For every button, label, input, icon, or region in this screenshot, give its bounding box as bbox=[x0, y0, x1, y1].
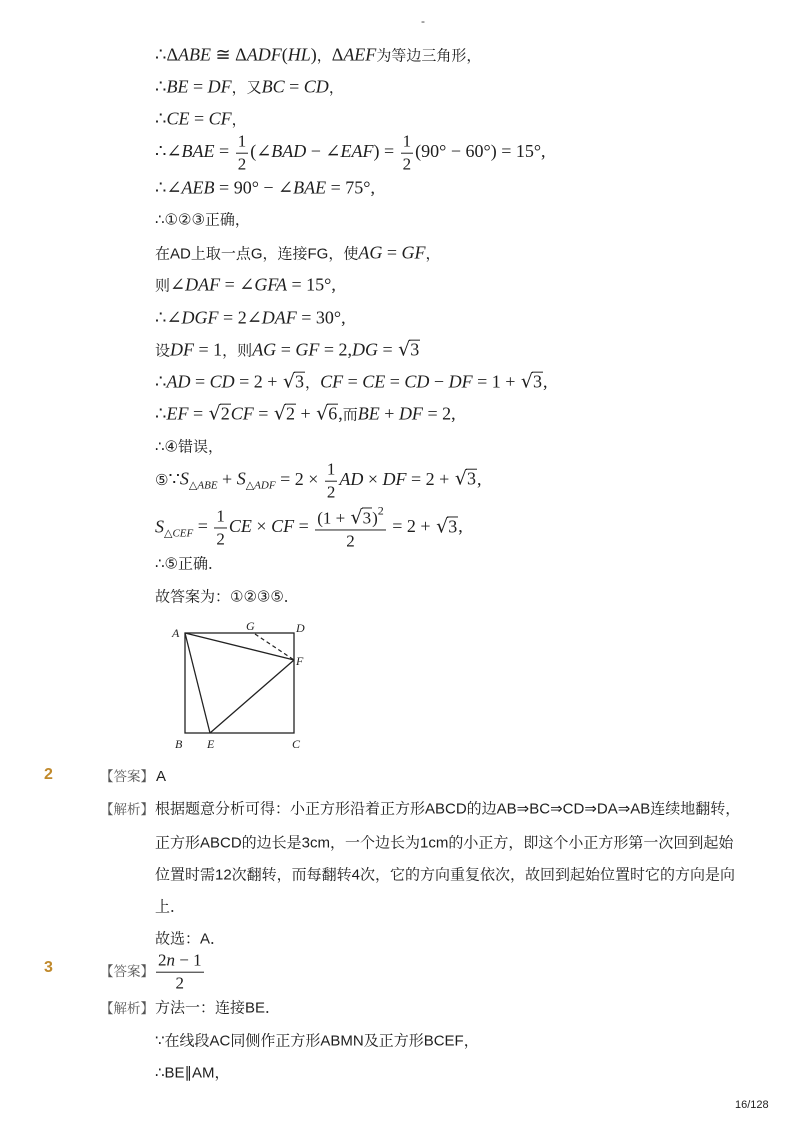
analysis-line: 正方形ABCD的边长是3cm，一个边长为1cm的小正方，即这个小正方形第一次回到起始 bbox=[155, 834, 734, 852]
math-text: ∴∠DGF = 2∠DAF = 30°, bbox=[155, 307, 346, 328]
radicand bbox=[362, 507, 373, 526]
square-root bbox=[521, 370, 543, 395]
text-run: ∴①②③正确， bbox=[155, 211, 250, 229]
analysis-line: 位置时需12次翻转，而每翻转4次，它的方向重复依次，故回到起始位置时它的方向是向 bbox=[155, 866, 736, 884]
math-text: 2 bbox=[346, 531, 355, 551]
solution-line bbox=[155, 43, 481, 66]
solution-line bbox=[155, 338, 420, 363]
text-run: ∴⑤正确． bbox=[155, 555, 223, 573]
square-root bbox=[436, 514, 458, 539]
text-run: ， bbox=[425, 245, 441, 263]
math-text: 2 bbox=[216, 529, 225, 549]
analysis-line: ∴BE∥AM， bbox=[155, 1064, 230, 1082]
math-text: DF = 1 bbox=[170, 339, 223, 360]
fraction-numerator bbox=[325, 460, 338, 482]
fraction-numerator bbox=[401, 132, 414, 154]
label-e: E bbox=[207, 737, 215, 751]
math-text: ) bbox=[372, 508, 378, 528]
square-root bbox=[455, 467, 477, 492]
text-run: ， bbox=[305, 374, 321, 392]
label-f: F bbox=[296, 654, 304, 668]
math-text: ∴EF = bbox=[155, 403, 208, 424]
q2-answer-value: A bbox=[156, 768, 167, 785]
label-b: B bbox=[175, 737, 183, 751]
label-a: A bbox=[172, 626, 180, 640]
subscripted-symbol bbox=[155, 515, 194, 539]
text-run: ， bbox=[231, 111, 247, 129]
square-root bbox=[274, 402, 296, 427]
math-text: 3 bbox=[295, 371, 305, 392]
subscript bbox=[246, 480, 276, 492]
math-text: , bbox=[476, 468, 482, 489]
math-text: 2 bbox=[326, 482, 336, 502]
subscripted-symbol bbox=[236, 468, 276, 492]
math-text: BC = CD bbox=[261, 76, 329, 97]
square-root bbox=[351, 507, 373, 528]
solution-line bbox=[155, 132, 546, 175]
radicand bbox=[220, 404, 231, 423]
square-abcd bbox=[185, 633, 294, 733]
solution-line bbox=[155, 273, 336, 296]
math-text: 2 bbox=[220, 403, 230, 424]
text-run: ⑤ bbox=[155, 471, 169, 489]
radicand bbox=[409, 340, 420, 359]
subscript bbox=[164, 527, 193, 539]
fraction bbox=[214, 507, 227, 550]
text-run: 为等边三角形， bbox=[376, 47, 482, 65]
question-number: 2 bbox=[44, 766, 53, 783]
math-text: AG = GF bbox=[358, 242, 426, 263]
segment-gf-dashed bbox=[255, 634, 294, 660]
top-mark: - bbox=[421, 14, 425, 28]
math-text: AD × DF = 2 + bbox=[339, 468, 454, 489]
square-root bbox=[283, 370, 305, 395]
math-text: + bbox=[296, 403, 316, 424]
math-text: 3 bbox=[466, 468, 476, 489]
fraction-numerator bbox=[236, 132, 249, 154]
math-text: 1 bbox=[326, 459, 336, 479]
math-text: ΔAEF bbox=[331, 44, 377, 65]
math-text: , bbox=[338, 403, 343, 424]
math-text: 2 bbox=[175, 973, 185, 993]
math-text: 2 bbox=[402, 154, 412, 174]
text-run: 而 bbox=[342, 406, 358, 424]
solution-line bbox=[155, 587, 299, 607]
q2-answer-row bbox=[100, 765, 166, 785]
radicand bbox=[285, 404, 296, 423]
fraction bbox=[156, 951, 204, 994]
text-run: 设 bbox=[155, 342, 171, 360]
fraction-denominator bbox=[401, 154, 414, 175]
math-text: = 2 × bbox=[275, 468, 323, 489]
math-text: 3 bbox=[533, 371, 542, 392]
answer-label: 【答案】 bbox=[100, 769, 154, 784]
radicand bbox=[294, 372, 305, 391]
solution-line bbox=[155, 306, 346, 329]
segment-ef bbox=[210, 660, 294, 733]
math-text: ∴BE = DF bbox=[155, 76, 232, 97]
math-text: 3 bbox=[362, 508, 372, 528]
solution-line bbox=[155, 554, 223, 574]
fraction-denominator bbox=[325, 482, 338, 503]
solution-line bbox=[155, 241, 441, 264]
text-run: 则 bbox=[155, 277, 171, 295]
math-text: CF = bbox=[230, 403, 273, 424]
radicand bbox=[327, 404, 338, 423]
radicand bbox=[447, 516, 458, 535]
math-text: (∠BAD − ∠EAF) = bbox=[250, 140, 399, 161]
q3-answer-row bbox=[100, 951, 206, 994]
solution-line bbox=[155, 370, 548, 395]
math-text: = bbox=[193, 515, 213, 536]
solution-line bbox=[155, 437, 223, 457]
text-run: ， bbox=[328, 79, 344, 97]
solution-line bbox=[155, 75, 344, 98]
math-text: △CEF bbox=[164, 526, 194, 539]
page-number: 16/128 bbox=[735, 1099, 769, 1111]
math-text: ∴∠AEB = 90° − ∠BAE = 75°, bbox=[155, 177, 375, 198]
math-text: , bbox=[458, 515, 463, 536]
label-c: C bbox=[292, 737, 301, 751]
answer-label: 【答案】 bbox=[100, 963, 154, 979]
math-text: ∴CE = CF bbox=[155, 108, 232, 129]
math-text: CF = CE = CD − DF = 1 + bbox=[320, 371, 520, 392]
text-run: ，又 bbox=[231, 79, 262, 97]
radicand bbox=[466, 469, 477, 488]
fraction bbox=[236, 132, 249, 175]
math-text: 3 bbox=[410, 339, 420, 360]
solution-line bbox=[155, 504, 463, 551]
label-d: D bbox=[296, 621, 305, 635]
subscript bbox=[189, 480, 218, 492]
square-root bbox=[398, 338, 420, 363]
fraction bbox=[401, 132, 414, 175]
math-text: 1 bbox=[216, 506, 225, 526]
fraction-numerator bbox=[156, 951, 204, 973]
analysis-line: 根据题意分析可得：小正方形沿着正方形ABCD的边AB⇒BC⇒CD⇒DA⇒AB连续地翻转， bbox=[155, 800, 741, 818]
analysis-line: 方法一：连接BE． bbox=[155, 999, 281, 1017]
fraction-denominator bbox=[315, 531, 386, 552]
text-run: ， bbox=[316, 47, 332, 65]
math-text: = 2 + bbox=[387, 515, 436, 536]
label-g: G bbox=[246, 619, 255, 633]
math-text: S bbox=[236, 468, 246, 489]
fraction-denominator bbox=[236, 154, 249, 175]
solution-line bbox=[155, 460, 481, 503]
subscripted-symbol bbox=[179, 468, 218, 492]
text-run: ，则 bbox=[222, 342, 253, 360]
q3-answer-value bbox=[154, 950, 206, 993]
q3-analysis-label-row bbox=[100, 997, 154, 1017]
math-text: 2 bbox=[237, 154, 247, 174]
math-text: BE + DF = 2, bbox=[357, 403, 456, 424]
fraction-denominator bbox=[156, 973, 204, 994]
q2-analysis-label-row bbox=[100, 798, 154, 818]
math-text: + bbox=[217, 468, 237, 489]
math-text: S bbox=[155, 515, 164, 536]
fraction-numerator bbox=[315, 504, 386, 530]
math-text: ∠DAF = ∠GFA = 15°, bbox=[170, 274, 336, 295]
fraction bbox=[315, 504, 386, 551]
analysis-label: 【解析】 bbox=[100, 1001, 154, 1016]
text-run: ∴④错误， bbox=[155, 438, 223, 456]
analysis-line: 故选：A． bbox=[155, 930, 226, 948]
text-run: 故答案为：①②③⑤． bbox=[155, 588, 299, 606]
segment-af bbox=[185, 633, 294, 660]
math-text: 2n − 1 bbox=[158, 950, 202, 970]
solution-line bbox=[155, 210, 250, 230]
fraction bbox=[325, 460, 338, 503]
math-text: △ADF bbox=[245, 479, 276, 492]
math-text: 1 bbox=[237, 131, 247, 151]
math-text: 2 bbox=[286, 403, 295, 424]
math-text: AG = GF = 2,DG = bbox=[252, 339, 398, 360]
solution-line bbox=[155, 176, 375, 199]
math-text: 3 bbox=[448, 515, 458, 536]
math-text: (1 + bbox=[317, 508, 350, 528]
math-text: 6 bbox=[328, 403, 338, 424]
math-text: 2 bbox=[377, 503, 384, 518]
segment-ae bbox=[185, 633, 210, 733]
solution-line bbox=[155, 402, 456, 427]
math-text: ∴ΔABE ≅ ΔADF(HL) bbox=[155, 44, 317, 65]
math-text: △ABE bbox=[188, 479, 218, 492]
analysis-line: 上． bbox=[155, 898, 186, 916]
analysis-line: ∵在线段AC同侧作正方形ABMN及正方形BCEF， bbox=[155, 1032, 479, 1050]
fraction-denominator bbox=[214, 529, 227, 550]
math-text: ∴AD = CD = 2 + bbox=[155, 371, 282, 392]
square-root bbox=[316, 402, 338, 427]
geometry-figure bbox=[165, 615, 315, 755]
math-text: S bbox=[179, 468, 189, 489]
math-text: (90° − 60°) = 15°, bbox=[415, 140, 546, 161]
square-root bbox=[209, 402, 231, 427]
math-text: , bbox=[543, 371, 548, 392]
radicand bbox=[532, 372, 543, 391]
math-text: CE × CF = bbox=[228, 515, 314, 536]
solution-line bbox=[155, 107, 247, 130]
question-number: 3 bbox=[44, 959, 53, 976]
math-text: 1 bbox=[402, 131, 412, 151]
math-text: ∴∠BAE = bbox=[155, 140, 234, 161]
analysis-label: 【解析】 bbox=[100, 802, 154, 817]
fraction-numerator bbox=[214, 507, 227, 529]
superscript bbox=[378, 503, 384, 517]
math-text: ∵ bbox=[168, 468, 180, 489]
text-run: 在AD上取一点G，连接FG，使 bbox=[155, 245, 359, 263]
